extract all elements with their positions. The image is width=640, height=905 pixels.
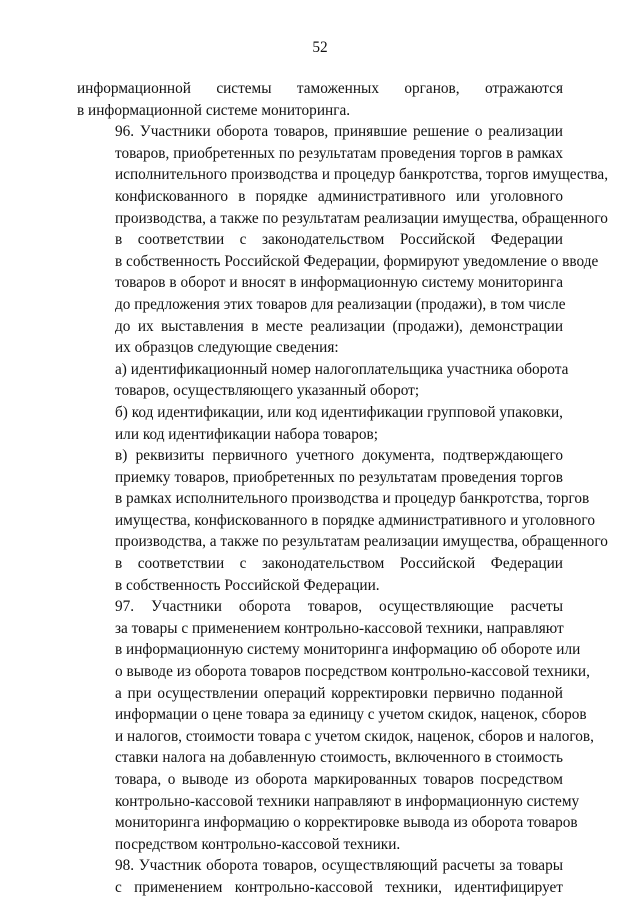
page-number: 52	[312, 39, 328, 56]
text-line: а при осуществлении операций корректировки первично поданной	[115, 684, 563, 702]
text-line: до их выставления в месте реализации (продажи), демонстрации	[115, 317, 563, 335]
text-line: 98. Участник оборота товаров, осуществляющий расчеты за товары	[115, 857, 563, 875]
text-line: имущества, конфискованного в порядке административного и уголовного	[115, 511, 595, 529]
text-line: приемку товаров, приобретенных по результатам проведения торгов	[115, 468, 563, 486]
text-line: в соответствии с законодательством Российской Федерации	[115, 231, 563, 249]
paragraph	[77, 359, 569, 402]
text-line: товаров, приобретенных по результатам проведения торгов в рамках	[115, 144, 563, 162]
text-line: в соответствии с законодательством Российской Федерации	[115, 555, 563, 573]
text-line: и налогов, стоимости товара с учетом скидок, наценок, сборов и налогов,	[115, 727, 594, 745]
text-line: 97. Участники оборота товаров, осуществляющие расчеты	[115, 598, 563, 616]
text-line: с применением контрольно-кассовой техники, идентифицирует	[115, 878, 563, 896]
text-line: или код идентификации набора товаров;	[115, 425, 378, 443]
text-line: мониторинга информацию о корректировке вывода из оборота товаров	[115, 814, 578, 832]
text-line: а) идентификационный номер налогоплательщика участника оборота	[115, 360, 569, 378]
text-line: за товары с применением контрольно-кассовой техники, направляют	[115, 619, 564, 637]
text-line: производства, а также по результатам реализации имущества, обращенного	[115, 533, 608, 551]
paragraph	[77, 121, 609, 359]
text-line: 96. Участники оборота товаров, принявшие решение о реализации	[115, 123, 563, 141]
text-line: в информационной системе мониторинга.	[77, 101, 351, 119]
text-line: до предложения этих товаров для реализации (продажи), в том числе	[115, 295, 566, 313]
text-line: в рамках исполнительного производства и процедур банкротства, торгов	[115, 490, 590, 508]
text-line: исполнительного производства и процедур банкротства, торгов имущества,	[115, 166, 609, 184]
text-line: в собственность Российской Федерации, формируют уведомление о вводе	[115, 252, 599, 270]
text-line: производства, а также по результатам реализации имущества, обращенного	[115, 209, 608, 227]
text-line: информации о цене товара за единицу с учетом скидок, наценок, сборов	[115, 706, 587, 724]
text-line: в информационную систему мониторинга информацию об обороте или	[115, 641, 581, 659]
document-body	[77, 78, 609, 899]
text-line: ставки налога на добавленную стоимость, включенного в стоимость	[115, 749, 563, 767]
text-line: товаров, осуществляющего указанный оборот;	[115, 382, 420, 400]
text-line: в собственность Российской Федерации.	[115, 576, 380, 594]
paragraph	[77, 445, 608, 596]
paragraph	[77, 402, 563, 445]
text-line: посредством контрольно-кассовой техники.	[115, 835, 401, 853]
paragraph	[77, 855, 563, 898]
text-line: б) код идентификации, или код идентификации групповой упаковки,	[115, 403, 563, 421]
paragraph	[77, 78, 563, 121]
text-line: конфискованного в порядке административного или уголовного	[115, 187, 563, 205]
text-line: информационной системы таможенных органов, отражаются	[77, 80, 563, 97]
text-line: контрольно-кассовой техники направляют в информационную систему	[115, 792, 580, 810]
text-line: товара, о выводе из оборота маркированных товаров посредством	[115, 771, 563, 788]
paragraph	[77, 596, 594, 855]
text-line: в) реквизиты первичного учетного документа, подтверждающего	[115, 447, 563, 465]
text-line: о выводе из оборота товаров посредством контрольно-кассовой техники,	[115, 663, 590, 681]
text-line: их образцов следующие сведения:	[115, 339, 339, 357]
text-line: товаров в оборот и вносят в информационную систему мониторинга	[115, 274, 563, 292]
